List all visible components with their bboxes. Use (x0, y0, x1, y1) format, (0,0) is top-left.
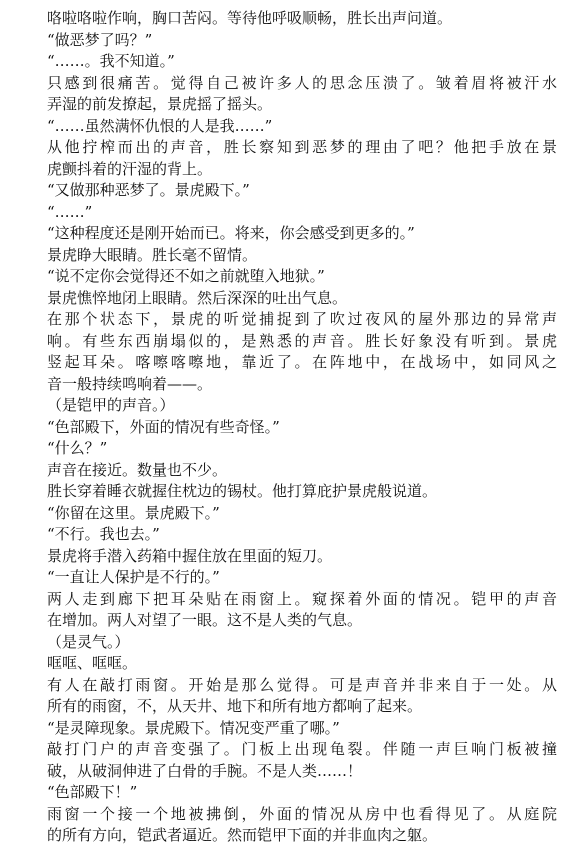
text-line: 竖起耳朵。喀嚓喀嚓地，靠近了。在阵地中，在战场中，如同风之 (47, 353, 557, 371)
text-line: “……” (47, 202, 93, 221)
text-line: “……虽然满怀仇恨的人是我……” (47, 116, 273, 135)
text-line: 景虎憔悴地闭上眼睛。然后深深的吐出气息。 (47, 288, 348, 307)
text-line: 响。有些东西崩塌似的，是熟悉的声音。胜长好象没有听到。景虎 (47, 331, 557, 350)
text-line: “色部殿下！” (47, 783, 138, 801)
text-line: 有人在敲打雨窗。开始是那么觉得。可是声音并非来自于一处。从 (47, 675, 557, 694)
text-line: 哐哐、哐哐。 (47, 654, 138, 672)
text-line: “你留在这里。景虎殿下。” (47, 503, 220, 522)
text-line: 胜长穿着睡衣就握住枕边的锡杖。他打算庇护景虎般说道。 (47, 482, 438, 500)
text-line: “一直让人保护是不行的。” (47, 568, 220, 586)
text-line: 声音在接近。数量也不少。 (47, 460, 228, 479)
text-line: 的所有方向，铠武者逼近。然而铠甲下面的并非血肉之躯。 (47, 826, 438, 844)
text-line: 敲打门户的声音变强了。门板上出现龟裂。伴随一声巨响门板被撞 (47, 740, 557, 758)
text-line: 在增加。两人对望了一眼。这不是人类的气息。 (47, 611, 363, 629)
text-line: “什么？” (47, 439, 108, 457)
text-line: 景虎睁大眼睛。胜长毫不留情。 (47, 245, 258, 264)
text-line: “不行。我也去。” (47, 525, 160, 543)
text-line: “……。我不知道。” (47, 52, 175, 70)
text-line: 弄湿的前发撩起，景虎摇了摇头。 (47, 95, 273, 113)
text-line: 虎颤抖着的汗湿的背上。 (47, 159, 213, 178)
text-line: “做恶梦了吗？” (47, 30, 153, 49)
text-line: 所有的雨窗，不，从天井、地下和所有地方都响了起来。 (47, 697, 423, 715)
text-line: 只感到很痛苦。觉得自己被许多人的思念压溃了。皱着眉将被汗水 (47, 73, 557, 92)
text-line: 景虎将手潜入药箱中握住放在里面的短刀。 (47, 546, 333, 565)
document-page (47, 8, 557, 847)
text-line: （是铠甲的声音。） (47, 396, 175, 414)
text-line: “又做那种恶梦了。景虎殿下。” (47, 181, 250, 199)
text-line: “色部殿下，外面的情况有些奇怪。” (47, 417, 280, 436)
text-line: 破，从破洞伸进了白骨的手腕。不是人类……！ (47, 761, 363, 780)
text-line: 从他拧榨而出的声音，胜长察知到恶梦的理由了吧？他把手放在景 (47, 138, 557, 156)
text-line: 在那个状态下，景虎的听觉捕捉到了吹过夜风的屋外那边的异常声 (47, 310, 557, 328)
text-line: 雨窗一个接一个地被拂倒，外面的情况从房中也看得见了。从庭院 (47, 804, 557, 823)
text-line: 音一般持续鸣响着——。 (47, 374, 213, 393)
text-line: 咯啦咯啦作响，胸口苦闷。等待他呼吸顺畅，胜长出声问道。 (47, 9, 453, 27)
text-line: “是灵障现象。景虎殿下。情况变严重了哪。” (47, 718, 340, 737)
text-line: “说不定你会觉得还不如之前就堕入地狱。” (47, 267, 325, 285)
text-line: 两人走到廊下把耳朵贴在雨窗上。窥探着外面的情况。铠甲的声音 (47, 589, 557, 608)
text-line: “这种程度还是刚开始而已。将来，你会感受到更多的。” (47, 224, 415, 242)
text-line: （是灵气。） (47, 632, 130, 651)
